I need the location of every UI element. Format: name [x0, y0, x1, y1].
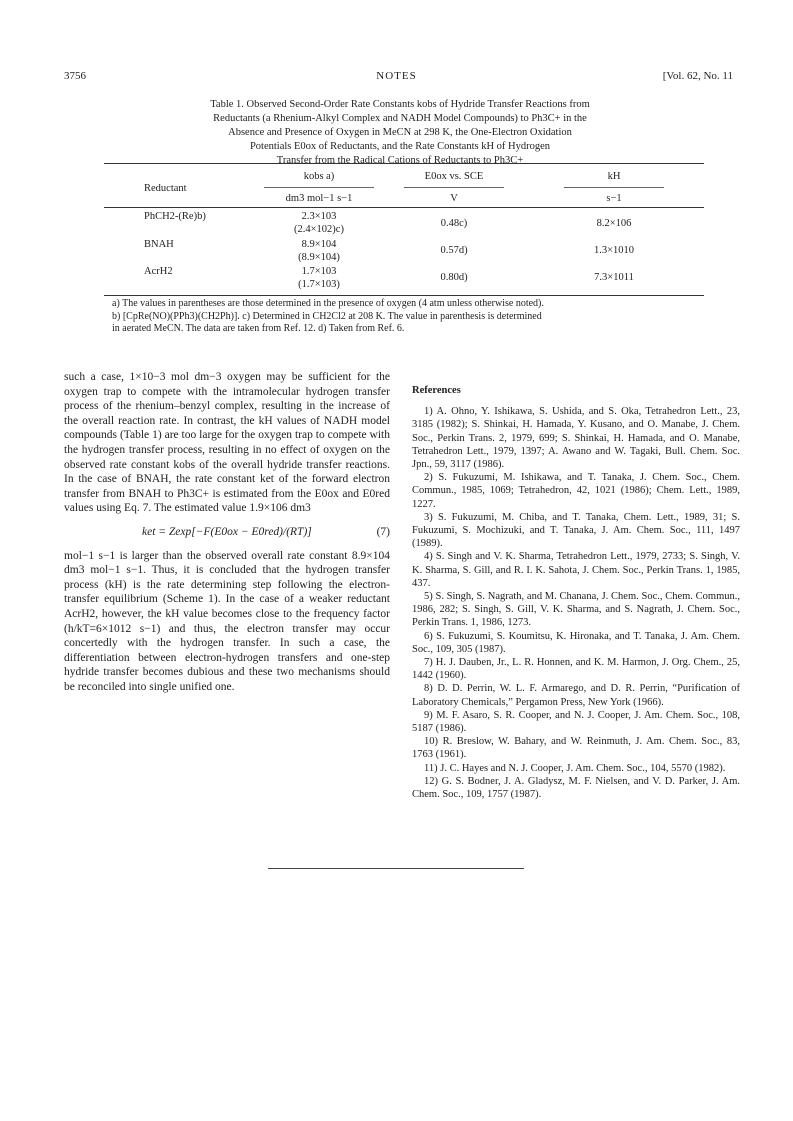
- reference-item: 9) M. F. Asaro, S. R. Cooper, and N. J. Cooper, J. Am. Chem. Soc., 108, 5187 (1986).: [412, 709, 740, 735]
- reference-item: 12) G. S. Bodner, J. A. Gladysz, M. F. Nielsen, and V. D. Parker, J. Am. Chem. Soc., 109, 1757 (1987).: [412, 775, 740, 801]
- table-row-kh: 7.3×1011: [594, 272, 634, 283]
- caption-line: Absence and Presence of Oxygen in MeCN at 298 K, the One-Electron Oxidation: [228, 127, 572, 138]
- caption-line: Reductants (a Rhenium-Alkyl Complex and NADH Model Compounds) to Ph3C+ in the: [213, 113, 587, 124]
- reference-item: 8) D. D. Perrin, W. L. F. Armarego, and D. R. Perrin, “Purification of Laboratory Chemicals,” Pergamon Press, New York (1966).: [412, 683, 740, 708]
- table-row-kobs-paren: (2.4×102)c): [294, 224, 344, 235]
- footnote-line: a) The values in parentheses are those determined in the presence of oxygen (4 atm unless otherwise noted).: [112, 298, 544, 309]
- header-sub-rule: [564, 187, 664, 188]
- header-sub-rule: [404, 187, 504, 188]
- reference-item: 2) S. Fukuzumi, M. Ishikawa, and T. Tanaka, J. Chem. Soc., Chem. Commun., 1985, 1069; Tetrahedron, 42, 1021 (1986); Chem. Lett., 1989, 1227.: [412, 472, 740, 510]
- table-bottom-rule: [104, 295, 704, 296]
- reference-item: 3) S. Fukuzumi, M. Chiba, and T. Tanaka, Chem. Lett., 1989, 31; S. Fukuzumi, S. Mochizuki, and T. Tanaka, J. Am. Chem. Soc., 111, 1497 (1989).: [412, 511, 740, 550]
- reference-item: 10) R. Breslow, W. Bahary, and W. Reinmuth, J. Am. Chem. Soc., 83, 1763 (1961).: [412, 736, 740, 761]
- table-row-kobs: 8.9×104: [301, 239, 337, 250]
- table-row-eox: 0.57d): [440, 245, 468, 256]
- table-row-kh: 1.3×1010: [593, 245, 635, 256]
- equation-7: [142, 525, 390, 540]
- table-row-kobs-paren: (1.7×103): [298, 279, 340, 290]
- col-header-kh: kH: [607, 171, 621, 182]
- body-paragraph: such a case, 1×10−3 mol dm−3 oxygen may be sufficient for the oxygen trap to compete with the intramolecular hydrogen transfer process of the rhenium–benzyl complex, resulting in the increase of the overall reaction rate. In contrast, the kH values of NADH model compounds (Table 1) are too large for the oxygen trap to compete with the hydrogen transfer process, resulting in no effect of oxygen on the observed rate constant kobs of the overall hydride transfer reactions. In the case of BNAH, the rate constant ket of the forward electron transfer from BNAH to Ph3C+ is estimated from the E0ox and E0red values using Eq. 7. The estimated value 1.9×106 dm3: [64, 371, 390, 515]
- references-section: [412, 384, 740, 801]
- table-row-kobs-paren: (8.9×104): [298, 252, 340, 263]
- end-rule: [268, 868, 524, 869]
- table-row-reductant: BNAH: [144, 239, 174, 250]
- caption-line: Potentials E0ox of Reductants, and the Rate Constants kH of Hydrogen: [249, 141, 551, 152]
- reference-item: 5) S. Singh, S. Nagrath, and M. Chanana, J. Chem. Soc., Chem. Commun., 1986, 282; S. Singh, S. Gill, V. K. Sharma, and S. Nagrath, J. Chem. Soc., Perkin Trans. 1, 1986, 1273.: [412, 591, 740, 629]
- table-row-eox: 0.48c): [440, 218, 468, 229]
- references-title: References: [412, 385, 461, 396]
- table-row-eox: 0.80d): [440, 272, 468, 283]
- table-footnotes: [112, 298, 702, 336]
- reference-item: 6) S. Fukuzumi, S. Koumitsu, K. Hironaka, and T. Tanaka, J. Am. Chem. Soc., 109, 305 (1987).: [412, 630, 740, 655]
- reference-item: 7) H. J. Dauben, Jr., L. R. Honnen, and K. M. Harmon, J. Org. Chem., 25, 1442 (1960).: [412, 657, 740, 682]
- caption-line: Transfer from the Radical Cations of Reductants to Ph3C+: [276, 155, 524, 166]
- table-top-rule: [104, 163, 704, 164]
- body-text-column: [64, 370, 390, 694]
- reference-item: 1) A. Ohno, Y. Ishikawa, S. Ushida, and S. Oka, Tetrahedron Lett., 23, 3185 (1982); S. Shinkai, H. Hamada, Y. Kusano, and O. Manabe, J. Chem. Soc., Perkin Trans. 2, 1979, 699; S. Shinkai, H. Hamada, and O. Manabe, Tetrahedron Lett., 1979, 1397; A. Awano and W. Tagaki, Bull. Chem. Soc. Jpn., 59, 3117 (1986).: [412, 406, 740, 471]
- unit-kh: s−1: [606, 193, 622, 204]
- page-number: 3756: [64, 70, 86, 82]
- table-row-reductant: AcrH2: [144, 266, 173, 277]
- col-header-kobs: kobs a): [303, 171, 335, 182]
- header-bottom-rule: [104, 207, 704, 208]
- footnote-line: b) [CpRe(NO)(PPh3)(CH2Ph)]. c) Determined in CH2Cl2 at 208 K. The value in parenthesis is determined: [112, 310, 542, 322]
- volume-info: [Vol. 62, No. 11: [662, 70, 733, 82]
- col-header-reductant: Reductant: [144, 183, 187, 194]
- table-row-kobs: 2.3×103: [301, 211, 337, 222]
- reference-item: 11) J. C. Hayes and N. J. Cooper, J. Am. Chem. Soc., 104, 5570 (1982).: [424, 762, 726, 774]
- table-row-reductant: PhCH2-(Re)b): [144, 211, 206, 222]
- table-row-kobs: 1.7×103: [301, 266, 337, 277]
- body-paragraph: mol−1 s−1 is larger than the observed overall rate constant 8.9×104 dm3 mol−1 s−1. Thus, it is concluded that the hydrogen transfer process (kH) is the rate determining step following the electron-transfer equilibrium (Scheme 1). In the case of a weaker reductant AcrH2, however, the kH value becomes close to the frequency factor (h/kT=6×1012 s−1) and thus, the electron transfer may occur concertedly with the hydrogen transfer. In such a case, the differentiation between electron-hydrogen transfers and one-step hydride transfer becomes dubious and these two mechanisms should be reconciled into single unified one.: [64, 549, 390, 693]
- section-heading: NOTES: [376, 70, 417, 82]
- equation-expression: ket = Zexp[−F(E0ox − E0red)/(RT)]: [142, 525, 312, 538]
- unit-kobs: dm3 mol−1 s−1: [285, 193, 353, 204]
- caption-line: Table 1. Observed Second-Order Rate Constants kobs of Hydride Transfer Reactions from: [210, 99, 590, 110]
- footnote-line: in aerated MeCN. The data are taken from Ref. 12. d) Taken from Ref. 6.: [112, 323, 405, 334]
- unit-eox: V: [450, 193, 458, 204]
- table-caption: [150, 98, 650, 168]
- header-sub-rule: [264, 187, 374, 188]
- col-header-eox: E0ox vs. SCE: [424, 171, 484, 182]
- equation-number: (7): [376, 525, 390, 538]
- table-row-kh: 8.2×106: [596, 218, 632, 229]
- reference-item: 4) S. Singh and V. K. Sharma, Tetrahedron Lett., 1979, 2733; S. Singh, V. K. Sharma, S. Gill, and R. I. K. Sahota, J. Chem. Soc., Perkin Trans. 1, 1985, 437.: [412, 551, 740, 589]
